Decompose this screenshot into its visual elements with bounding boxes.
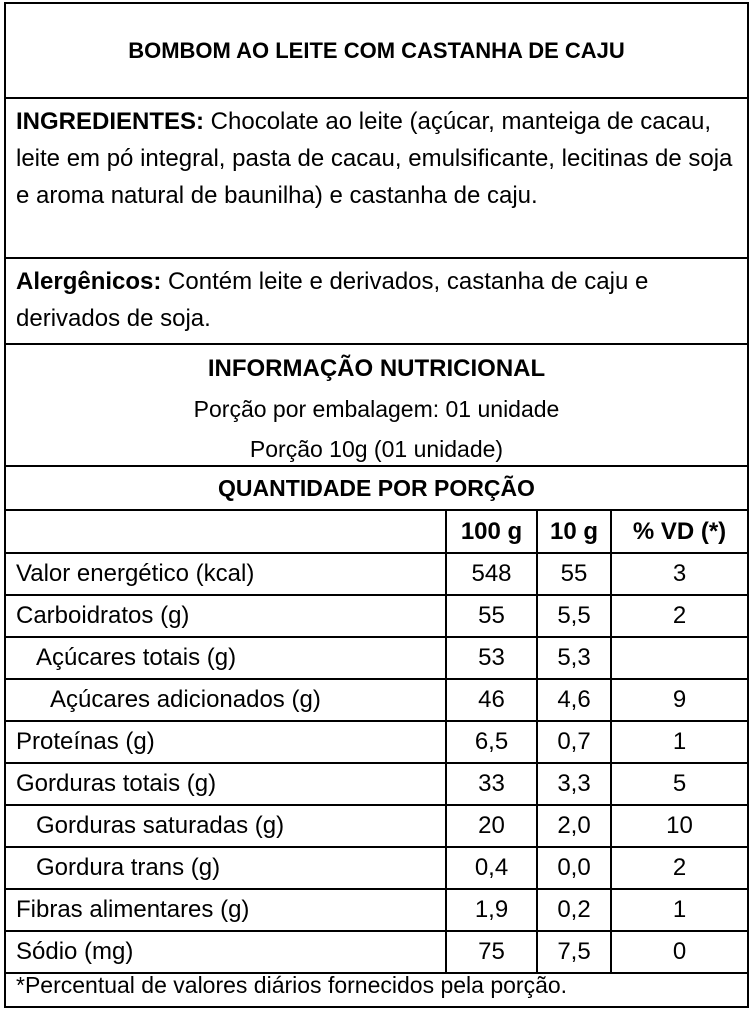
table-row: [6, 637, 747, 679]
value-vd: 2: [611, 847, 747, 889]
value-vd: 3: [611, 553, 747, 595]
table-row: [6, 679, 747, 721]
value-vd: 2: [611, 595, 747, 637]
nutrient-name: Gordura trans (g): [6, 847, 446, 889]
value-10g: 55: [537, 553, 611, 595]
value-10g: 0,7: [537, 721, 611, 763]
value-100g: 53: [446, 637, 537, 679]
table-row: [6, 763, 747, 805]
table-header-row: [6, 511, 747, 553]
table-row: [6, 931, 747, 973]
nutrient-name: Gorduras totais (g): [6, 763, 446, 805]
value-10g: 0,2: [537, 889, 611, 931]
nutrition-label: [4, 2, 749, 1008]
nutrition-table: [6, 511, 747, 974]
nutrient-name: Açúcares adicionados (g): [6, 679, 446, 721]
product-title: BOMBOM AO LEITE COM CASTANHA DE CAJU: [6, 4, 747, 99]
value-vd: 0: [611, 931, 747, 973]
value-100g: 55: [446, 595, 537, 637]
table-header-10g: 10 g: [537, 511, 611, 553]
ingredients-label: INGREDIENTES:: [16, 108, 205, 135]
value-10g: 0,0: [537, 847, 611, 889]
serving-size: Porção 10g (01 unidade): [249, 436, 504, 462]
value-vd: 10: [611, 805, 747, 847]
value-100g: 46: [446, 679, 537, 721]
ingredients-section: [6, 99, 747, 259]
allergens-section: [6, 259, 747, 345]
ingredients-text: Chocolate ao leite (açúcar, manteiga de cacau, leite em pó integral, pasta de cacau, emulsificante, lecitinas de soja e aroma natural de baunilha) e castanha de caju.: [16, 108, 733, 209]
table-row: [6, 553, 747, 595]
table-row: [6, 805, 747, 847]
nutrient-name: Gorduras saturadas (g): [6, 805, 446, 847]
quantity-heading: QUANTIDADE POR PORÇÃO: [6, 467, 747, 511]
value-vd: 9: [611, 679, 747, 721]
table-header-100g: 100 g: [446, 511, 537, 553]
nutrition-info-section: [6, 345, 747, 467]
nutrient-name: Fibras alimentares (g): [6, 889, 446, 931]
nutrient-name: Valor energético (kcal): [6, 553, 446, 595]
value-100g: 6,5: [446, 721, 537, 763]
value-100g: 33: [446, 763, 537, 805]
value-vd: 5: [611, 763, 747, 805]
value-vd: [611, 637, 747, 679]
table-row: [6, 595, 747, 637]
value-10g: 5,5: [537, 595, 611, 637]
value-100g: 0,4: [446, 847, 537, 889]
table-row: [6, 721, 747, 763]
nutrient-name: Sódio (mg): [6, 931, 446, 973]
value-100g: 20: [446, 805, 537, 847]
value-10g: 7,5: [537, 931, 611, 973]
nutrient-name: Proteínas (g): [6, 721, 446, 763]
footnote: *Percentual de valores diários fornecidos pela porção.: [16, 972, 568, 998]
value-100g: 75: [446, 931, 537, 973]
value-100g: 1,9: [446, 889, 537, 931]
allergens-text: Contém leite e derivados, castanha de caju e derivados de soja.: [16, 268, 649, 332]
allergens-label: Alergênicos:: [16, 268, 162, 295]
table-header-nutrient: [6, 511, 446, 553]
table-row: [6, 889, 747, 931]
servings-per-package: Porção por embalagem: 01 unidade: [193, 396, 560, 422]
value-10g: 4,6: [537, 679, 611, 721]
table-row: [6, 847, 747, 889]
table-header-vd: % VD (*): [611, 511, 747, 553]
value-100g: 548: [446, 553, 537, 595]
value-vd: 1: [611, 721, 747, 763]
nutrient-name: Carboidratos (g): [6, 595, 446, 637]
value-10g: 2,0: [537, 805, 611, 847]
value-10g: 3,3: [537, 763, 611, 805]
value-vd: 1: [611, 889, 747, 931]
nutrient-name: Açúcares totais (g): [6, 637, 446, 679]
value-10g: 5,3: [537, 637, 611, 679]
nutrition-heading: INFORMAÇÃO NUTRICIONAL: [207, 355, 546, 382]
